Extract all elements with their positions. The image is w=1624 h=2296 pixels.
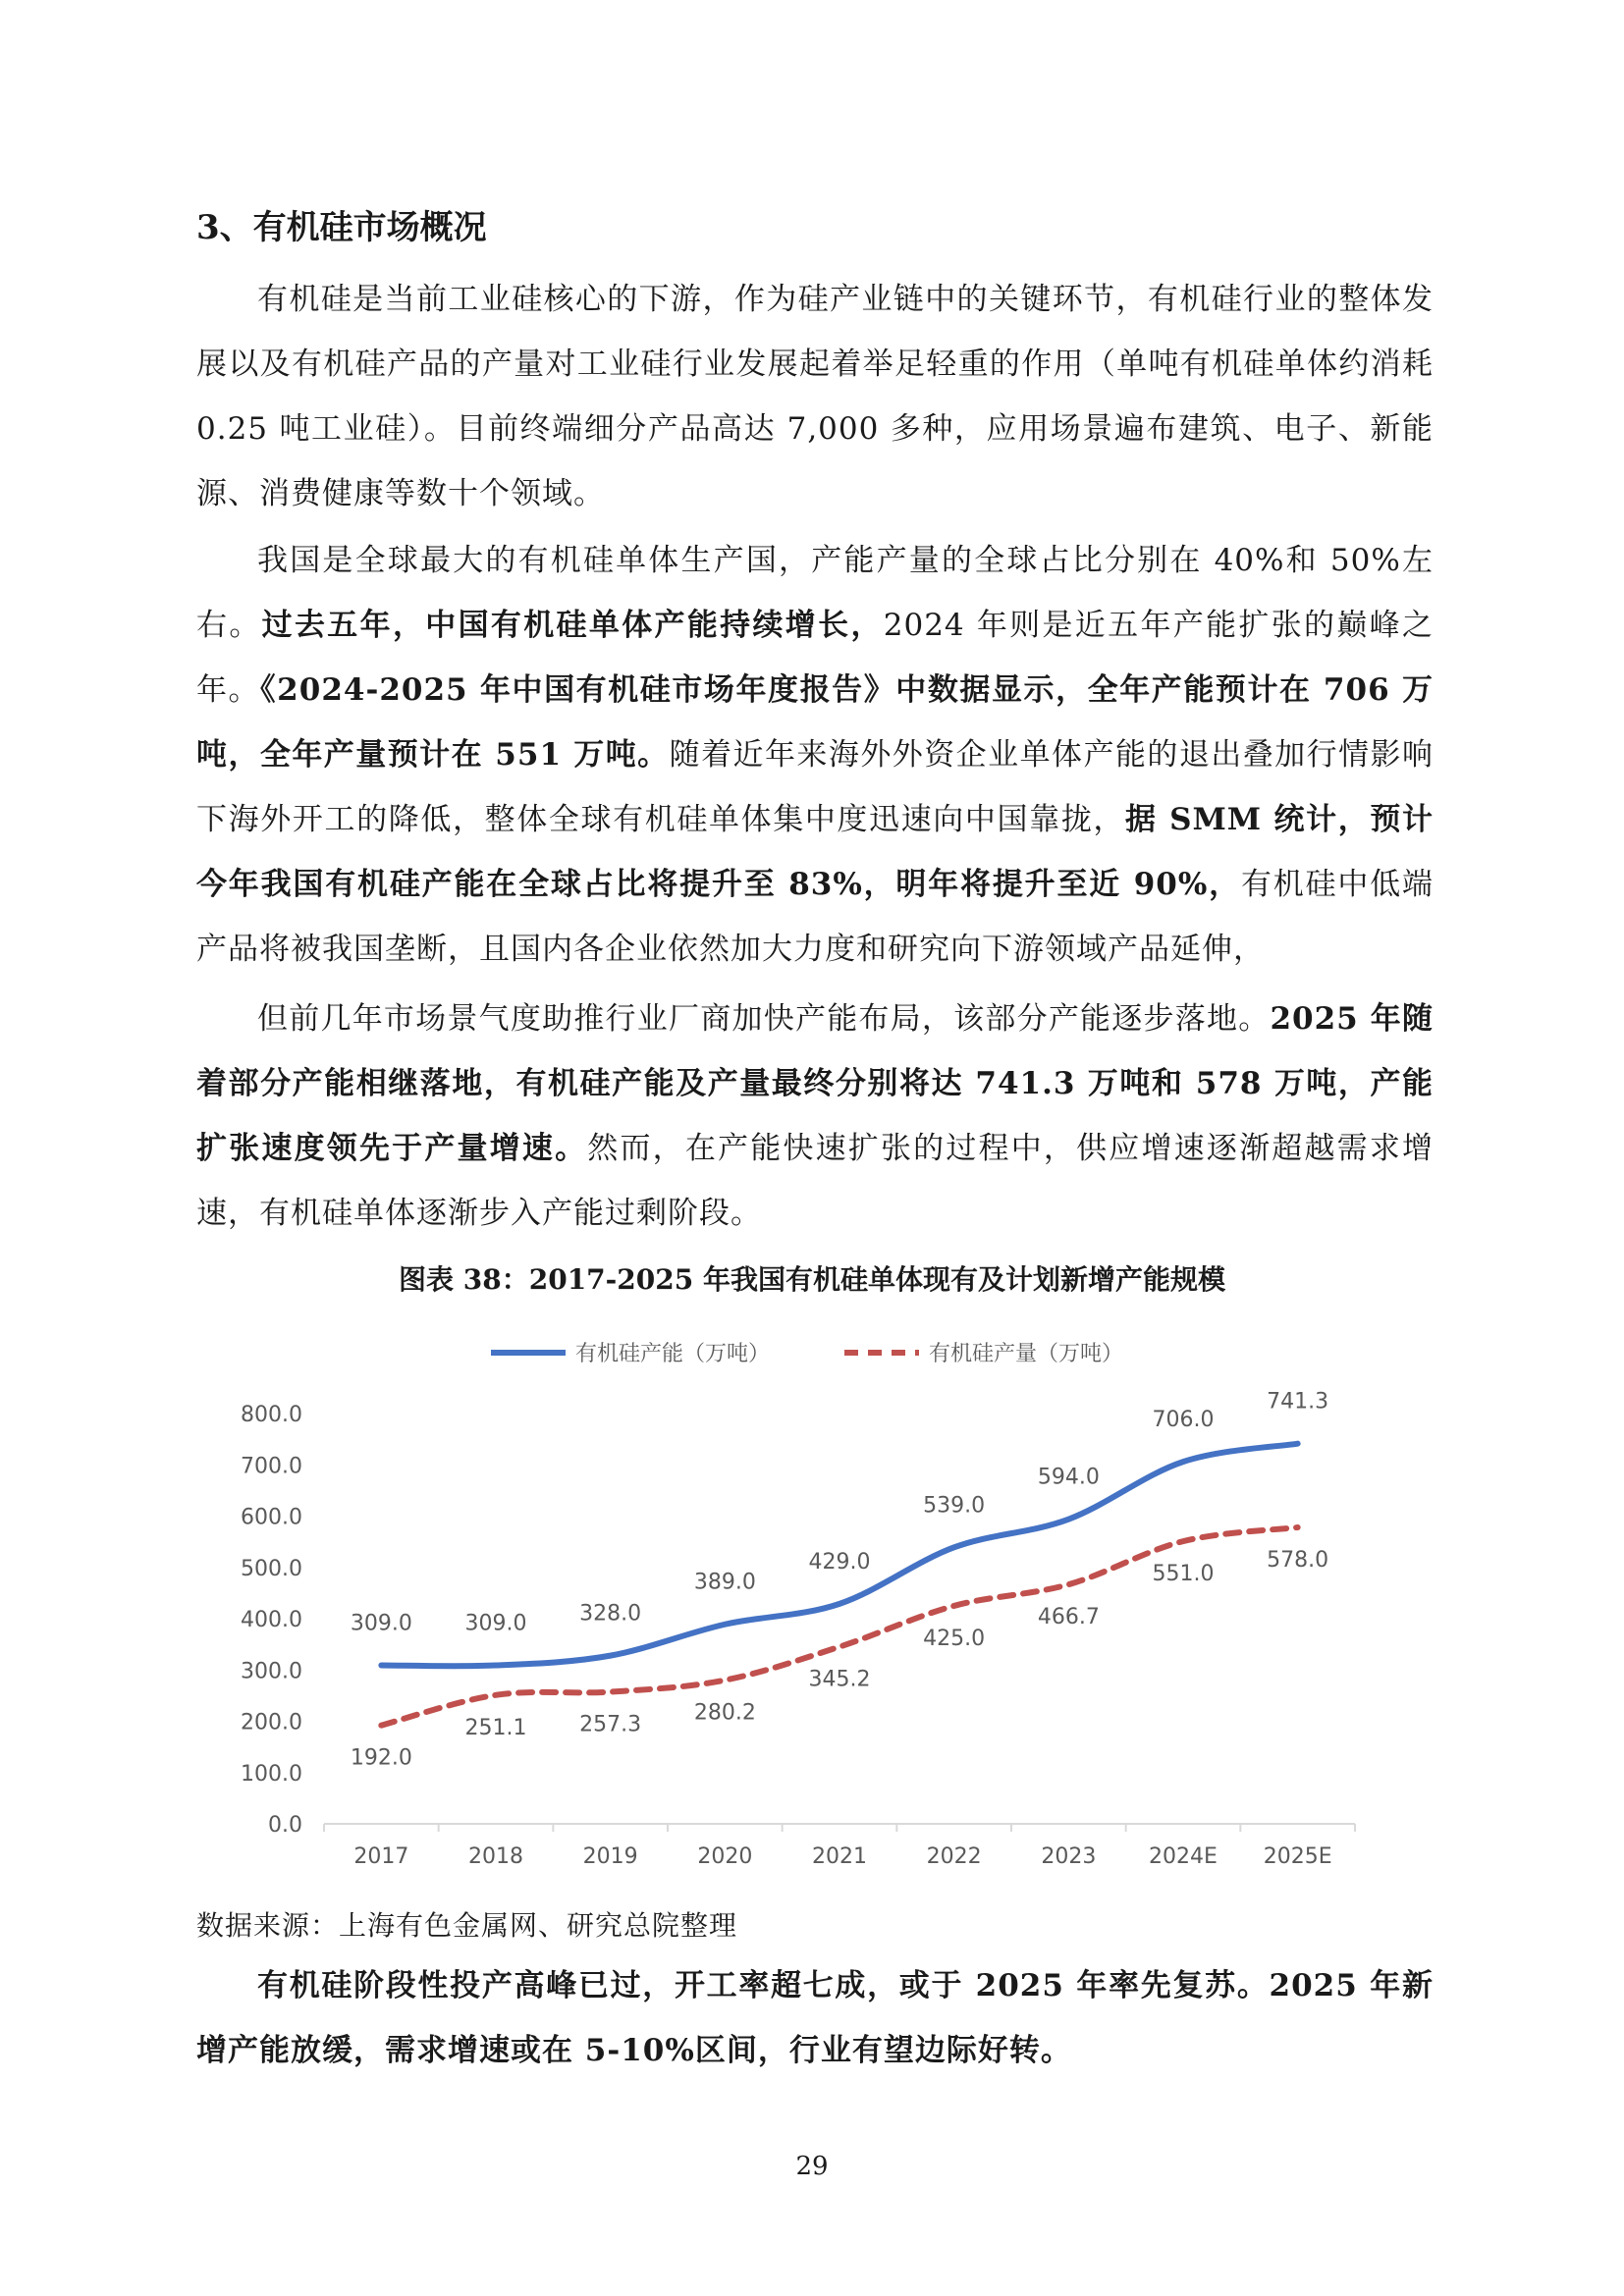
output-data-label: 466.7: [1037, 1605, 1100, 1630]
text-run: 有机硅中低端产品将被我国垄断，且国内各企业依然加大力度和研究向下游领域产品延伸，: [196, 867, 1434, 967]
capacity-data-label: 741.3: [1267, 1389, 1329, 1415]
capacity-data-label: 309.0: [350, 1611, 412, 1636]
output-data-label: 280.2: [693, 1700, 756, 1726]
capacity-data-label: 706.0: [1152, 1408, 1215, 1433]
paragraph-1: [196, 267, 1434, 526]
text-run: 然而，在产能快速扩张的过程中，供应增速逐渐超越需求增速，有机硅单体逐渐步入产能过剩阶段。: [196, 1131, 1435, 1231]
figure-caption: 图表 38：2017-2025 年我国有机硅单体现有及计划新增产能规模: [399, 1263, 1225, 1296]
output-data-label: 578.0: [1267, 1547, 1329, 1573]
paragraph-3: [196, 987, 1434, 1246]
y-tick-label: 200.0: [241, 1710, 302, 1735]
text-run: 有机硅是当前工业硅核心的下游，作为硅产业链中的关键环节，有机硅行业的整体发展以及有机硅产品的产量对工业硅行业发展起着举足轻重的作用（单吨有机硅单体约消耗 0.25 吨工业硅）。目前终端细分产品高达 7,000 多种，应用场景遍布建筑、电子、新能源、消费健康等数十个领域。: [196, 282, 1434, 511]
capacity-data-label: 309.0: [464, 1611, 527, 1636]
bold-text-run: 《2024-2025 年中国有机硅市场年度报告》中数据显示，全年产能预计在 706 万吨，全年产量预计在 551 万吨。: [196, 672, 1434, 773]
x-tick-label: 2019: [582, 1844, 638, 1869]
output-data-label: 425.0: [923, 1626, 986, 1651]
paragraph-2: [196, 528, 1434, 982]
x-tick-label: 2021: [812, 1844, 867, 1869]
legend-output-label: 有机硅产量（万吨）: [929, 1342, 1124, 1366]
y-tick-label: 700.0: [241, 1454, 302, 1479]
y-tick-label: 300.0: [241, 1659, 302, 1684]
paragraph-4: [196, 1953, 1434, 2083]
x-tick-label: 2023: [1041, 1844, 1097, 1869]
bold-text-run: 2025 年随着部分产能相继落地，有机硅产能及产量最终分别将达 741.3 万吨和 578 万吨，产能扩张速度领先于产量增速。: [196, 1001, 1434, 1166]
x-tick-label: 2018: [468, 1844, 523, 1869]
section-heading: 3、有机硅市场概况: [196, 208, 487, 247]
line-chart: [196, 1315, 1375, 1904]
text-run: 我国是全球最大的有机硅单体生产国，产能产量的全球占比分别在 40%和 50%左右。: [196, 543, 1434, 643]
capacity-data-label: 539.0: [923, 1493, 986, 1519]
y-tick-label: 100.0: [241, 1761, 302, 1787]
output-data-label: 257.3: [579, 1712, 642, 1737]
legend-capacity-label: 有机硅产能（万吨）: [575, 1342, 771, 1366]
output-data-label: 345.2: [808, 1667, 871, 1692]
capacity-data-label: 389.0: [693, 1570, 756, 1595]
y-tick-label: 400.0: [241, 1608, 302, 1632]
y-tick-label: 800.0: [241, 1403, 302, 1427]
bold-text-run: 有机硅阶段性投产高峰已过，开工率超七成，或于 2025 年率先复苏。2025 年新增产能放缓，需求增速或在 5-10%区间，行业有望边际好转。: [196, 1968, 1434, 2068]
x-tick-label: 2025E: [1263, 1844, 1332, 1869]
text-run: 但前几年市场景气度助推行业厂商加快产能布局，该部分产能逐步落地。: [257, 1001, 1271, 1037]
output-data-label: 192.0: [350, 1745, 412, 1771]
bold-text-run: 过去五年，中国有机硅单体产能持续增长，: [261, 608, 884, 643]
capacity-data-label: 429.0: [808, 1549, 871, 1575]
bold-text-run: 据 SMM 统计，预计今年我国有机硅产能在全球占比将提升至 83%，明年将提升至近 90%，: [196, 802, 1435, 902]
page-number: 29: [795, 2152, 829, 2181]
capacity-data-label: 594.0: [1037, 1465, 1100, 1490]
x-tick-label: 2024E: [1149, 1844, 1218, 1869]
text-run: 随着近年来海外外资企业单体产能的退出叠加行情影响下海外开工的降低，整体全球有机硅单体集中度迅速向中国靠拢，: [196, 737, 1435, 837]
y-tick-label: 600.0: [241, 1505, 302, 1530]
x-tick-label: 2020: [697, 1844, 753, 1869]
output-data-label: 251.1: [464, 1715, 527, 1740]
figure-source: 数据来源：上海有色金属网、研究总院整理: [196, 1909, 738, 1942]
capacity-data-label: 328.0: [579, 1601, 642, 1627]
text-run: 2024 年则是近五年产能扩张的巅峰之年。: [196, 608, 1435, 708]
y-tick-label: 500.0: [241, 1556, 302, 1581]
y-tick-label: 0.0: [268, 1813, 302, 1838]
x-tick-label: 2022: [926, 1844, 982, 1869]
x-tick-label: 2017: [353, 1844, 409, 1869]
output-data-label: 551.0: [1152, 1562, 1215, 1587]
